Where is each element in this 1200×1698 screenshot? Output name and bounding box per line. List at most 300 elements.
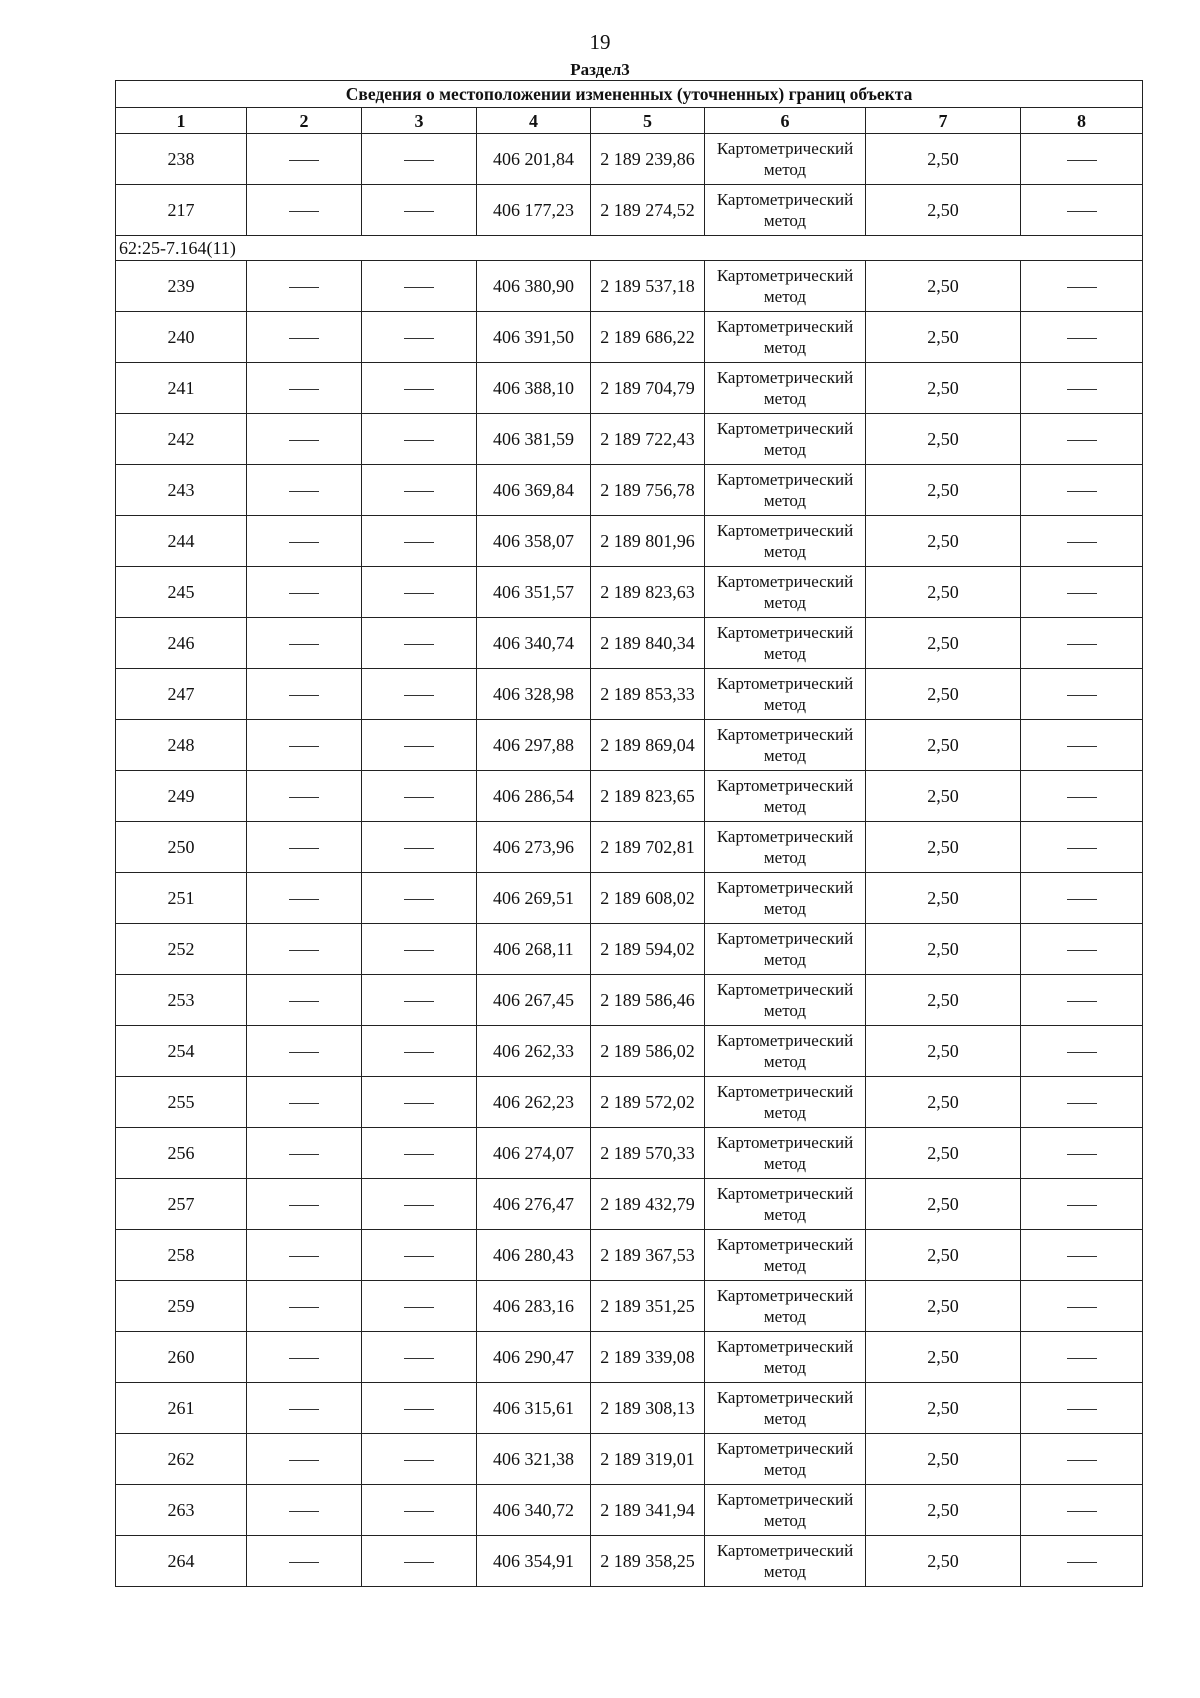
empty-cell [1021, 1281, 1143, 1332]
coordinate-x: 406 358,07 [477, 516, 591, 567]
precision-cell: 2,50 [866, 516, 1021, 567]
table-title: Сведения о местоположении измененных (уточненных) границ объекта [116, 81, 1143, 108]
table-row [116, 1026, 1143, 1077]
dash-mark [289, 1358, 319, 1359]
coordinate-x: 406 268,11 [477, 924, 591, 975]
method-cell: Картометрический метод [705, 1179, 866, 1230]
column-header-row [116, 108, 1143, 134]
dash-mark [289, 160, 319, 161]
empty-cell [247, 567, 362, 618]
method-cell: Картометрический метод [705, 465, 866, 516]
empty-cell [247, 516, 362, 567]
dash-mark [1067, 746, 1097, 747]
empty-cell [1021, 567, 1143, 618]
empty-cell [362, 1434, 477, 1485]
table-row [116, 1383, 1143, 1434]
point-number: 250 [116, 822, 247, 873]
dash-mark [404, 644, 434, 645]
table-row [116, 1485, 1143, 1536]
coordinate-y: 2 189 756,78 [591, 465, 705, 516]
point-number: 257 [116, 1179, 247, 1230]
empty-cell [247, 975, 362, 1026]
dash-mark [289, 1154, 319, 1155]
dash-mark [289, 1205, 319, 1206]
empty-cell [1021, 618, 1143, 669]
method-cell: Картометрический метод [705, 414, 866, 465]
table-row [116, 1077, 1143, 1128]
dash-mark [1067, 440, 1097, 441]
precision-cell: 2,50 [866, 924, 1021, 975]
empty-cell [362, 1128, 477, 1179]
empty-cell [362, 567, 477, 618]
method-cell: Картометрический метод [705, 1536, 866, 1587]
dash-mark [289, 389, 319, 390]
precision-cell: 2,50 [866, 720, 1021, 771]
table-row [116, 720, 1143, 771]
empty-cell [247, 261, 362, 312]
table-row [116, 516, 1143, 567]
coordinate-y: 2 189 686,22 [591, 312, 705, 363]
empty-cell [362, 185, 477, 236]
dash-mark [289, 491, 319, 492]
empty-cell [1021, 720, 1143, 771]
dash-mark [1067, 797, 1097, 798]
coordinate-y: 2 189 594,02 [591, 924, 705, 975]
method-cell: Картометрический метод [705, 1383, 866, 1434]
precision-cell: 2,50 [866, 1026, 1021, 1077]
coordinate-y: 2 189 274,52 [591, 185, 705, 236]
method-cell: Картометрический метод [705, 618, 866, 669]
point-number: 239 [116, 261, 247, 312]
point-number: 253 [116, 975, 247, 1026]
coordinate-y: 2 189 840,34 [591, 618, 705, 669]
dash-mark [404, 695, 434, 696]
empty-cell [247, 1332, 362, 1383]
coordinate-x: 406 369,84 [477, 465, 591, 516]
method-cell: Картометрический метод [705, 261, 866, 312]
empty-cell [247, 720, 362, 771]
point-number: 244 [116, 516, 247, 567]
empty-cell [247, 134, 362, 185]
point-number: 259 [116, 1281, 247, 1332]
empty-cell [362, 720, 477, 771]
empty-cell [1021, 261, 1143, 312]
table-row [116, 771, 1143, 822]
precision-cell: 2,50 [866, 1434, 1021, 1485]
empty-cell [1021, 1179, 1143, 1230]
dash-mark [404, 287, 434, 288]
coordinate-y: 2 189 432,79 [591, 1179, 705, 1230]
empty-cell [1021, 873, 1143, 924]
dash-mark [289, 848, 319, 849]
precision-cell: 2,50 [866, 185, 1021, 236]
empty-cell [1021, 1434, 1143, 1485]
empty-cell [362, 312, 477, 363]
coordinate-x: 406 269,51 [477, 873, 591, 924]
method-cell: Картометрический метод [705, 567, 866, 618]
table-row [116, 975, 1143, 1026]
empty-cell [362, 1332, 477, 1383]
dash-mark [404, 1460, 434, 1461]
method-cell: Картометрический метод [705, 363, 866, 414]
dash-mark [1067, 160, 1097, 161]
point-number: 243 [116, 465, 247, 516]
dash-mark [289, 1103, 319, 1104]
point-number: 240 [116, 312, 247, 363]
coordinate-x: 406 290,47 [477, 1332, 591, 1383]
dash-mark [1067, 644, 1097, 645]
empty-cell [1021, 414, 1143, 465]
table-row [116, 363, 1143, 414]
coordinate-x: 406 286,54 [477, 771, 591, 822]
dash-mark [404, 542, 434, 543]
dash-mark [289, 797, 319, 798]
empty-cell [247, 1077, 362, 1128]
empty-cell [362, 924, 477, 975]
coordinate-y: 2 189 308,13 [591, 1383, 705, 1434]
column-header: 7 [866, 108, 1021, 134]
table-row [116, 414, 1143, 465]
empty-cell [247, 363, 362, 414]
dash-mark [289, 899, 319, 900]
coordinate-x: 406 262,33 [477, 1026, 591, 1077]
coordinate-x: 406 388,10 [477, 363, 591, 414]
dash-mark [289, 644, 319, 645]
point-number: 261 [116, 1383, 247, 1434]
table-row [116, 261, 1143, 312]
table-row [116, 1230, 1143, 1281]
empty-cell [247, 618, 362, 669]
empty-cell [247, 1179, 362, 1230]
table-row [116, 465, 1143, 516]
coordinate-x: 406 315,61 [477, 1383, 591, 1434]
table-row [116, 924, 1143, 975]
empty-cell [1021, 1383, 1143, 1434]
dash-mark [289, 695, 319, 696]
column-header: 1 [116, 108, 247, 134]
empty-cell [1021, 516, 1143, 567]
point-number: 264 [116, 1536, 247, 1587]
table-body-part2 [116, 261, 1143, 1587]
coordinate-x: 406 273,96 [477, 822, 591, 873]
empty-cell [247, 1128, 362, 1179]
dash-mark [404, 1511, 434, 1512]
method-cell: Картометрический метод [705, 516, 866, 567]
coordinate-x: 406 380,90 [477, 261, 591, 312]
dash-mark [404, 1001, 434, 1002]
dash-mark [289, 593, 319, 594]
empty-cell [247, 1434, 362, 1485]
coordinate-y: 2 189 319,01 [591, 1434, 705, 1485]
precision-cell: 2,50 [866, 1281, 1021, 1332]
dash-mark [289, 338, 319, 339]
coordinate-y: 2 189 586,46 [591, 975, 705, 1026]
empty-cell [362, 134, 477, 185]
empty-cell [1021, 822, 1143, 873]
empty-cell [362, 1077, 477, 1128]
column-header: 8 [1021, 108, 1143, 134]
point-number: 247 [116, 669, 247, 720]
precision-cell: 2,50 [866, 669, 1021, 720]
point-number: 245 [116, 567, 247, 618]
dash-mark [1067, 1256, 1097, 1257]
coordinate-y: 2 189 823,63 [591, 567, 705, 618]
precision-cell: 2,50 [866, 465, 1021, 516]
empty-cell [1021, 363, 1143, 414]
dash-mark [1067, 1409, 1097, 1410]
empty-cell [362, 1179, 477, 1230]
coordinate-x: 406 391,50 [477, 312, 591, 363]
empty-cell [362, 618, 477, 669]
empty-cell [1021, 1077, 1143, 1128]
method-cell: Картометрический метод [705, 1281, 866, 1332]
coordinate-y: 2 189 869,04 [591, 720, 705, 771]
point-number: 217 [116, 185, 247, 236]
empty-cell [362, 516, 477, 567]
dash-mark [404, 899, 434, 900]
coordinate-x: 406 297,88 [477, 720, 591, 771]
column-header: 2 [247, 108, 362, 134]
empty-cell [362, 771, 477, 822]
table-row [116, 185, 1143, 236]
dash-mark [289, 287, 319, 288]
table-row [116, 618, 1143, 669]
coordinate-x: 406 328,98 [477, 669, 591, 720]
empty-cell [362, 1026, 477, 1077]
coordinate-y: 2 189 537,18 [591, 261, 705, 312]
method-cell: Картометрический метод [705, 1077, 866, 1128]
group-section [116, 236, 1143, 261]
dash-mark [289, 1001, 319, 1002]
dash-mark [404, 593, 434, 594]
dash-mark [404, 1256, 434, 1257]
method-cell: Картометрический метод [705, 822, 866, 873]
coordinate-x: 406 262,23 [477, 1077, 591, 1128]
coordinate-x: 406 276,47 [477, 1179, 591, 1230]
coordinate-y: 2 189 702,81 [591, 822, 705, 873]
precision-cell: 2,50 [866, 567, 1021, 618]
precision-cell: 2,50 [866, 261, 1021, 312]
empty-cell [362, 1536, 477, 1587]
table-row [116, 312, 1143, 363]
dash-mark [1067, 1460, 1097, 1461]
point-number: 242 [116, 414, 247, 465]
column-header: 6 [705, 108, 866, 134]
coordinate-y: 2 189 570,33 [591, 1128, 705, 1179]
empty-cell [247, 414, 362, 465]
dash-mark [1067, 1511, 1097, 1512]
coordinate-y: 2 189 358,25 [591, 1536, 705, 1587]
coordinate-y: 2 189 853,33 [591, 669, 705, 720]
section-label: Раздел3 [570, 60, 630, 79]
empty-cell [247, 669, 362, 720]
point-number: 262 [116, 1434, 247, 1485]
empty-cell [362, 873, 477, 924]
coordinate-x: 406 321,38 [477, 1434, 591, 1485]
coordinate-x: 406 283,16 [477, 1281, 591, 1332]
dash-mark [289, 1052, 319, 1053]
precision-cell: 2,50 [866, 1179, 1021, 1230]
coordinate-y: 2 189 572,02 [591, 1077, 705, 1128]
precision-cell: 2,50 [866, 1332, 1021, 1383]
precision-cell: 2,50 [866, 1077, 1021, 1128]
precision-cell: 2,50 [866, 771, 1021, 822]
table-row [116, 1128, 1143, 1179]
method-cell: Картометрический метод [705, 924, 866, 975]
empty-cell [1021, 185, 1143, 236]
coordinate-x: 406 340,72 [477, 1485, 591, 1536]
empty-cell [362, 975, 477, 1026]
dash-mark [1067, 542, 1097, 543]
empty-cell [362, 363, 477, 414]
dash-mark [289, 1307, 319, 1308]
point-number: 255 [116, 1077, 247, 1128]
group-row [116, 236, 1143, 261]
table-row [116, 669, 1143, 720]
method-cell: Картометрический метод [705, 1485, 866, 1536]
dash-mark [404, 1307, 434, 1308]
group-label: 62:25-7.164(11) [116, 236, 1143, 261]
method-cell: Картометрический метод [705, 185, 866, 236]
coordinate-x: 406 177,23 [477, 185, 591, 236]
coordinate-x: 406 267,45 [477, 975, 591, 1026]
empty-cell [247, 1383, 362, 1434]
dash-mark [289, 440, 319, 441]
empty-cell [362, 822, 477, 873]
empty-cell [362, 414, 477, 465]
method-cell: Картометрический метод [705, 1434, 866, 1485]
coordinate-y: 2 189 722,43 [591, 414, 705, 465]
empty-cell [1021, 975, 1143, 1026]
column-header: 5 [591, 108, 705, 134]
dash-mark [1067, 1562, 1097, 1563]
precision-cell: 2,50 [866, 1128, 1021, 1179]
page-number: 19 [589, 30, 611, 54]
dash-mark [289, 950, 319, 951]
dash-mark [1067, 1052, 1097, 1053]
coordinate-x: 406 351,57 [477, 567, 591, 618]
dash-mark [289, 1256, 319, 1257]
coordinate-x: 406 354,91 [477, 1536, 591, 1587]
point-number: 238 [116, 134, 247, 185]
method-cell: Картометрический метод [705, 873, 866, 924]
coordinate-y: 2 189 704,79 [591, 363, 705, 414]
dash-mark [404, 389, 434, 390]
table-row [116, 567, 1143, 618]
table-row [116, 822, 1143, 873]
coordinate-x: 406 274,07 [477, 1128, 591, 1179]
empty-cell [1021, 312, 1143, 363]
dash-mark [1067, 899, 1097, 900]
dash-mark [1067, 1205, 1097, 1206]
precision-cell: 2,50 [866, 414, 1021, 465]
dash-mark [289, 1511, 319, 1512]
coordinate-x: 406 280,43 [477, 1230, 591, 1281]
precision-cell: 2,50 [866, 1383, 1021, 1434]
dash-mark [404, 1562, 434, 1563]
dash-mark [404, 746, 434, 747]
empty-cell [1021, 465, 1143, 516]
point-number: 254 [116, 1026, 247, 1077]
point-number: 263 [116, 1485, 247, 1536]
dash-mark [289, 1562, 319, 1563]
empty-cell [362, 1485, 477, 1536]
method-cell: Картометрический метод [705, 1026, 866, 1077]
dash-mark [404, 440, 434, 441]
empty-cell [247, 312, 362, 363]
dash-mark [289, 542, 319, 543]
precision-cell: 2,50 [866, 1485, 1021, 1536]
empty-cell [1021, 924, 1143, 975]
dash-mark [404, 160, 434, 161]
point-number: 251 [116, 873, 247, 924]
dash-mark [289, 211, 319, 212]
coordinate-x: 406 201,84 [477, 134, 591, 185]
precision-cell: 2,50 [866, 873, 1021, 924]
table-row [116, 1536, 1143, 1587]
dash-mark [1067, 1001, 1097, 1002]
coordinate-y: 2 189 367,53 [591, 1230, 705, 1281]
coordinate-y: 2 189 339,08 [591, 1332, 705, 1383]
dash-mark [404, 950, 434, 951]
empty-cell [1021, 771, 1143, 822]
empty-cell [362, 465, 477, 516]
point-number: 249 [116, 771, 247, 822]
point-number: 246 [116, 618, 247, 669]
method-cell: Картометрический метод [705, 1332, 866, 1383]
empty-cell [247, 1230, 362, 1281]
dash-mark [1067, 389, 1097, 390]
dash-mark [1067, 695, 1097, 696]
dash-mark [1067, 287, 1097, 288]
empty-cell [247, 1026, 362, 1077]
empty-cell [362, 261, 477, 312]
method-cell: Картометрический метод [705, 771, 866, 822]
empty-cell [247, 1485, 362, 1536]
point-number: 258 [116, 1230, 247, 1281]
dash-mark [404, 797, 434, 798]
method-cell: Картометрический метод [705, 134, 866, 185]
method-cell: Картометрический метод [705, 669, 866, 720]
method-cell: Картометрический метод [705, 975, 866, 1026]
dash-mark [1067, 593, 1097, 594]
column-header: 4 [477, 108, 591, 134]
empty-cell [247, 465, 362, 516]
point-number: 260 [116, 1332, 247, 1383]
table-row [116, 134, 1143, 185]
coordinate-y: 2 189 823,65 [591, 771, 705, 822]
coordinate-y: 2 189 239,86 [591, 134, 705, 185]
point-number: 252 [116, 924, 247, 975]
dash-mark [289, 1460, 319, 1461]
dash-mark [1067, 491, 1097, 492]
empty-cell [247, 873, 362, 924]
dash-mark [1067, 1154, 1097, 1155]
boundary-table [115, 80, 1143, 1587]
table-row [116, 1281, 1143, 1332]
dash-mark [1067, 1307, 1097, 1308]
dash-mark [404, 1205, 434, 1206]
empty-cell [247, 1536, 362, 1587]
dash-mark [1067, 211, 1097, 212]
dash-mark [404, 1052, 434, 1053]
empty-cell [1021, 1128, 1143, 1179]
empty-cell [1021, 134, 1143, 185]
precision-cell: 2,50 [866, 1230, 1021, 1281]
dash-mark [404, 1409, 434, 1410]
empty-cell [1021, 1485, 1143, 1536]
column-header: 3 [362, 108, 477, 134]
